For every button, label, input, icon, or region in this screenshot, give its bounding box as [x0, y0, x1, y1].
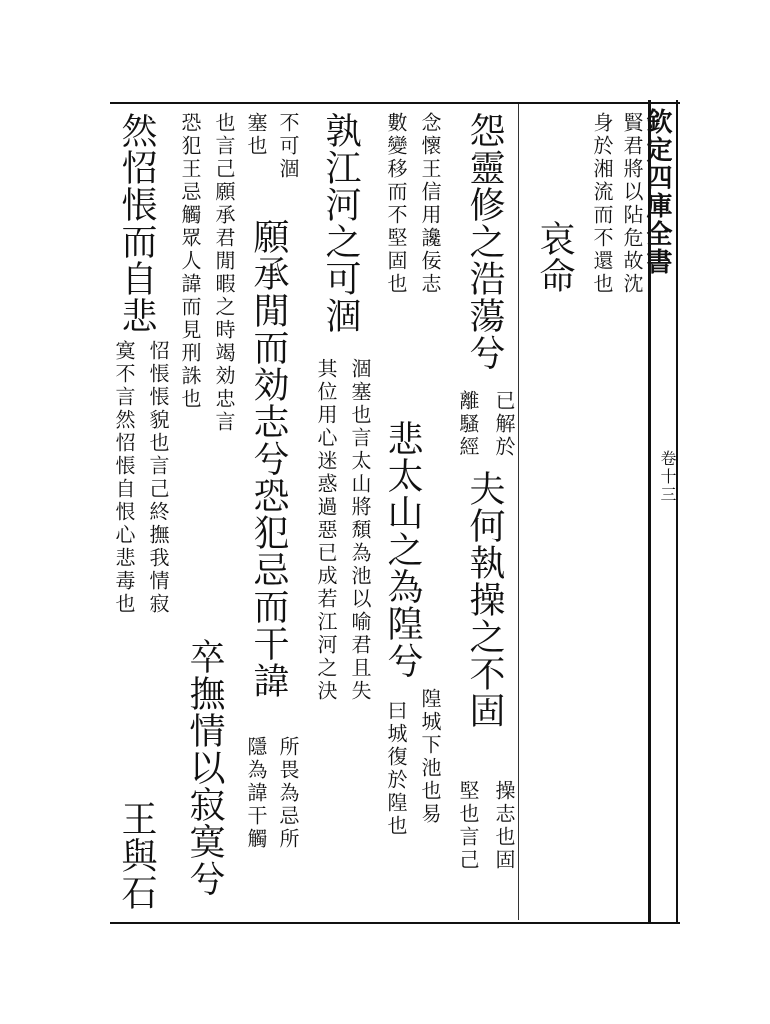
commentary-column-14b: 怊悵悵貌也言己終撫我情寂	[146, 340, 170, 616]
main-text-column-8a: 孰江河之可涸	[320, 112, 361, 334]
commentary-column-8b: 涸塞也言太山將頹為池以喻君且失	[348, 358, 372, 703]
main-text-column-12b: 卒撫情以寂寞兮	[184, 638, 225, 897]
volume-number: 卷十三	[658, 450, 677, 504]
column-rule	[518, 104, 519, 920]
commentary-column-4b: 已解於	[492, 390, 516, 459]
commentary-column-10c: 所畏為忌所	[276, 736, 300, 851]
frame-top-line	[110, 102, 680, 104]
main-text-column-10b: 願承閒而効志兮恐犯忌而干諱	[248, 218, 289, 699]
commentary-column-13: 恐犯王忌觸眾人諱而見刑誅也	[178, 112, 202, 411]
commentary-column-7b: 曰城復於隍也	[384, 700, 408, 838]
commentary-column-1: 賢君將以阽危故沈	[620, 112, 644, 296]
commentary-column-6b: 隍城下池也易	[418, 688, 442, 826]
frame-right-outer-line	[676, 100, 678, 924]
commentary-column-9: 其位用心迷惑過惡已成若江河之決	[314, 358, 338, 703]
book-title: 欽定四庫全書	[642, 108, 672, 276]
commentary-column-5b: 堅也言己	[456, 780, 480, 872]
frame-bottom-line	[110, 922, 680, 924]
commentary-column-15: 寞不言然怊悵自恨心悲毒也	[112, 340, 136, 616]
main-text-column-7a: 悲太山之為隍兮	[382, 420, 423, 679]
main-text-column-4a: 怨靈修之浩蕩兮	[464, 112, 505, 371]
main-text-column-4c: 夫何執操之不固	[464, 470, 505, 729]
main-text-column-14c: 王與石	[116, 800, 157, 911]
commentary-column-7: 數變移而不堅固也	[384, 112, 408, 296]
commentary-column-2: 身於湘流而不還也	[590, 112, 614, 296]
commentary-column-5a: 離騷經	[456, 390, 480, 459]
main-text-column-14a: 然怊悵而自悲	[116, 112, 157, 334]
commentary-column-10a: 不可涸	[276, 112, 300, 181]
chapter-title: 哀命	[534, 220, 575, 294]
commentary-column-11b: 隱為諱干觸	[244, 736, 268, 851]
commentary-column-4d: 操志也固	[492, 780, 516, 872]
commentary-column-6: 念懷王信用讒佞志	[418, 112, 442, 296]
commentary-column-12: 也言己願承君閒暇之時竭効忠言	[212, 112, 236, 434]
commentary-column-11a: 塞也	[244, 112, 268, 158]
